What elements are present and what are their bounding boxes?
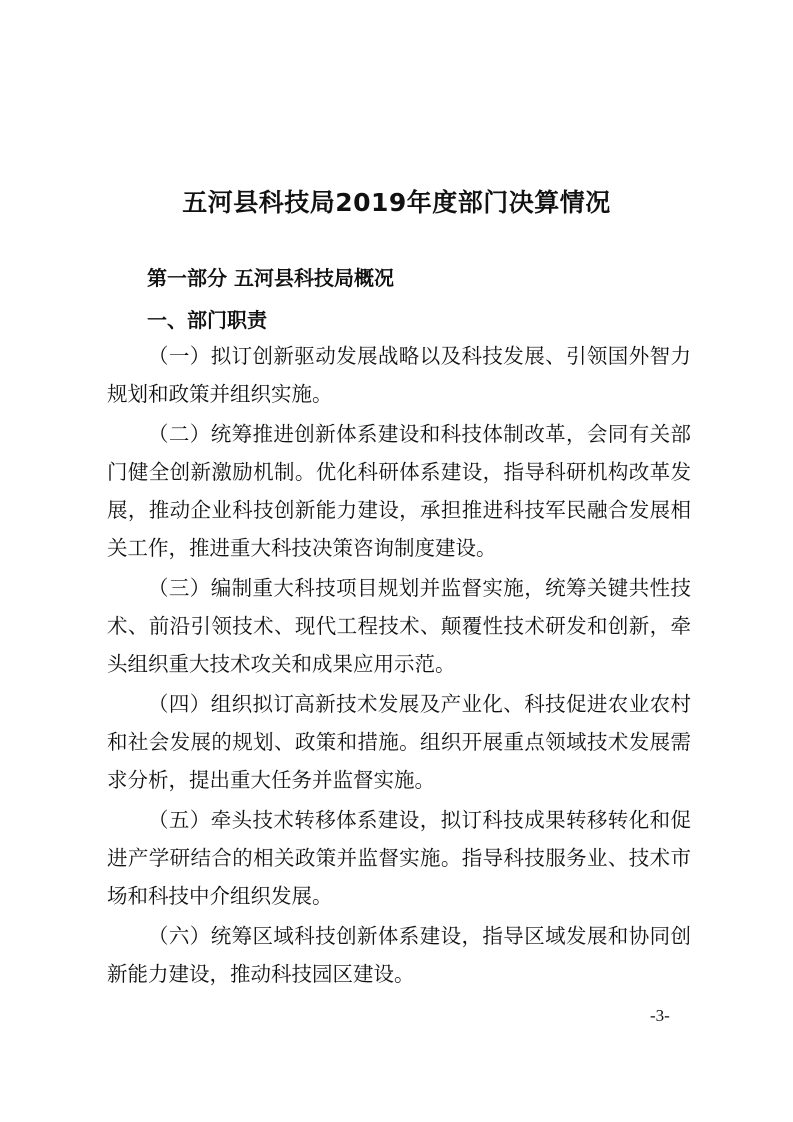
paragraph-6: （六）统筹区域科技创新体系建设，指导区域发展和协同创新能力建设，推动科技园区建设。 (107, 924, 691, 986)
paragraph-4: （四）组织拟订高新技术发展及产业化、科技促进农业农村和社会发展的规划、政策和措施。组织开展重点领域技术发展需求分析，提出重大任务并监督实施。 (107, 692, 691, 792)
part-heading: 第一部分 五河县科技局概况 (147, 266, 394, 290)
paragraph-3: （三）编制重大科技项目规划并监督实施，统筹关键共性技术、前沿引领技术、现代工程技术、颠覆性技术研发和创新，牵头组织重大技术攻关和成果应用示范。 (107, 576, 691, 676)
paragraph-2: （二）统筹推进创新体系建设和科技体制改革，会同有关部门健全创新激励机制。优化科研体系建设，指导科研机构改革发展，推动企业科技创新能力建设，承担推进科技军民融合发展相关工作，推进重大科技决策咨询制度建设。 (107, 422, 691, 560)
document-body (107, 337, 691, 995)
page-number: -3- (650, 1006, 670, 1025)
document-title: 五河县科技局2019年度部门决算情况 (182, 188, 611, 217)
paragraph-1: （一）拟订创新驱动发展战略以及科技发展、引领国外智力规划和政策并组织实施。 (107, 344, 691, 406)
paragraph-5: （五）牵头技术转移体系建设，拟订科技成果转移转化和促进产学研结合的相关政策并监督实施。指导科技服务业、技术市场和科技中介组织发展。 (107, 808, 691, 908)
section-heading: 一、部门职责 (147, 308, 267, 332)
